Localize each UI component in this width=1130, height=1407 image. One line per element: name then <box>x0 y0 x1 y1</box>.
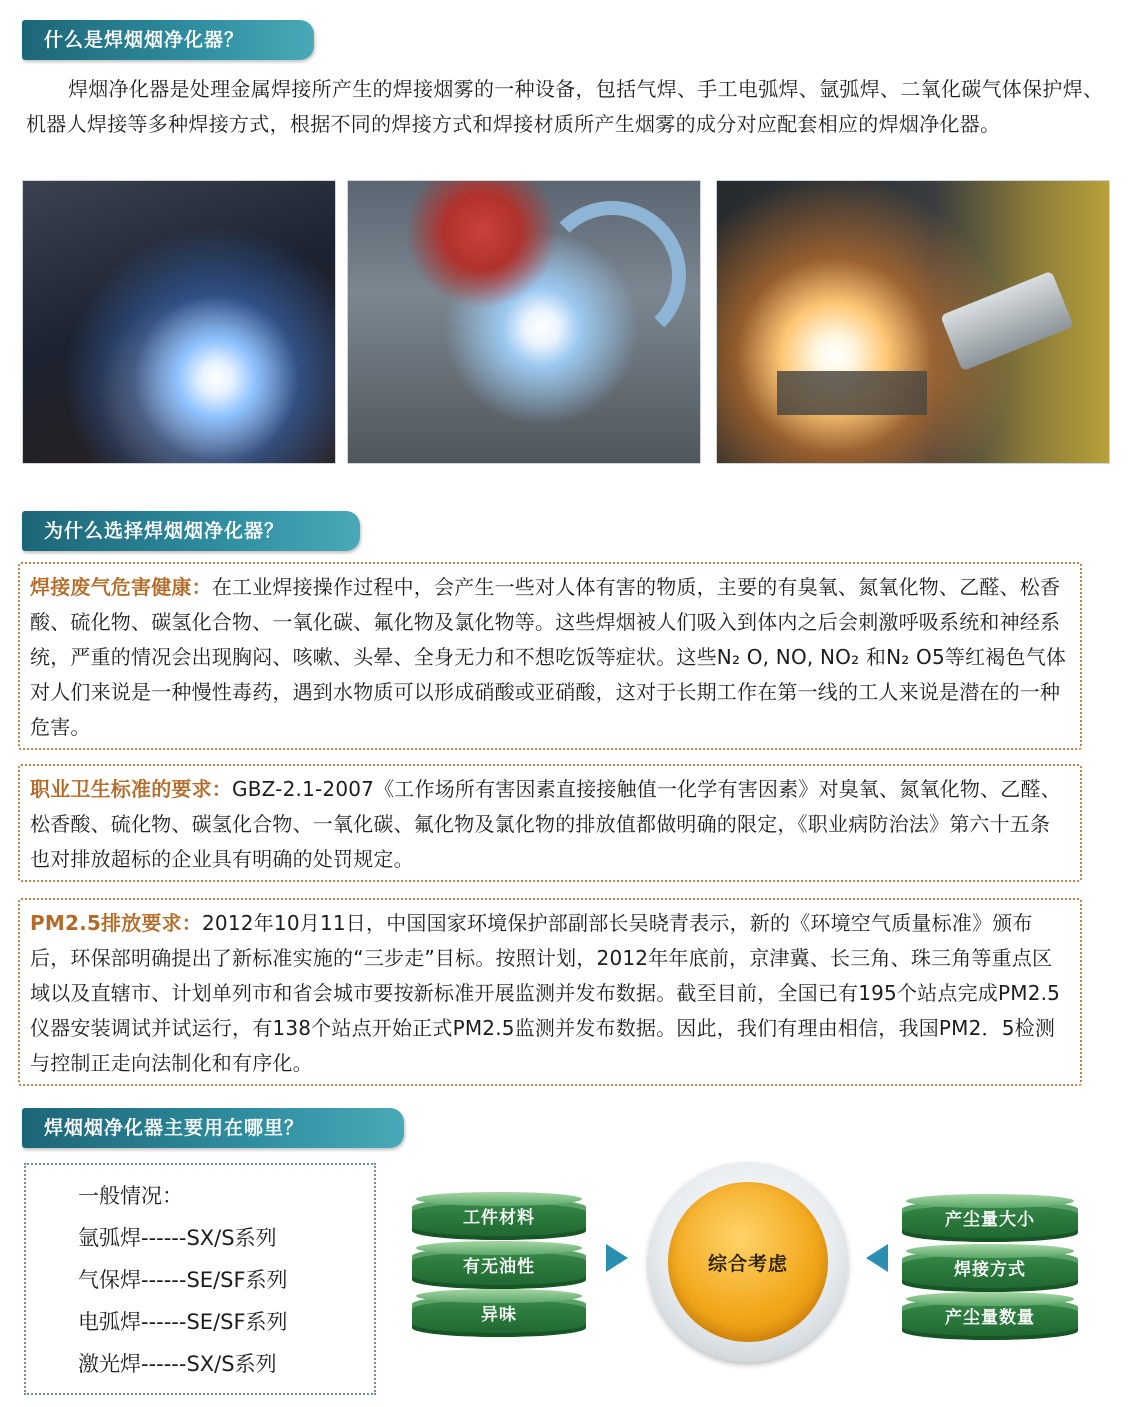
arrow-left-icon <box>866 1244 888 1272</box>
general-item: 氩弧焊------SX/S系列 <box>78 1226 277 1250</box>
info-block-text: 在工业焊接操作过程中，会产生一些对人体有害的物质，主要的有臭氧、氮氧化物、乙醛、松香酸、硫化物、碳氢化合物、一氧化碳、氟化物及氯化物等。这些焊烟被人们吸入到体内之后会刺激呼吸系统和神经系统，严重的情况会出现胸闷、咳嗽、头晕、全身无力和不想吃饭等症状。这些N₂ O, NO, NO₂ 和N₂ O5等红褐色气体对人们来说是一种慢性毒药，遇到水物质可以形成硝酸或亚硝酸，这对于长期工作在第一线的工人来说是潜在的一种危害。 <box>30 575 1067 739</box>
welding-photo-2 <box>347 180 701 464</box>
general-cases-box <box>24 1163 376 1395</box>
section-heading-what: 什么是焊烟烟净化器？ <box>22 20 314 60</box>
welding-photo-3 <box>716 180 1110 464</box>
info-block-label: PM2.5排放要求： <box>30 911 202 935</box>
factor-tier: 异味 <box>412 1295 586 1337</box>
section-heading-why: 为什么选择焊烟烟净化器？ <box>22 511 360 551</box>
factor-tier: 有无油性 <box>412 1247 586 1289</box>
center-label: 综合考虑 <box>668 1182 828 1342</box>
info-block-label: 焊接废气危害健康： <box>30 575 212 599</box>
arrow-right-icon <box>606 1244 628 1272</box>
section-heading-where: 焊烟烟净化器主要用在哪里？ <box>22 1108 404 1148</box>
info-block-standards <box>18 764 1082 882</box>
info-block-label: 职业卫生标准的要求： <box>30 777 232 801</box>
general-item: 激光焊------SX/S系列 <box>78 1352 277 1376</box>
info-block-text: GBZ-2.1-2007《工作场所有害因素直接接触值一化学有害因素》对臭氧、氮氧化物、乙醛、松香酸、硫化物、碳氢化合物、一氧化碳、氟化物及氯化物的排放值都做明确的限定，《职业病防治法》第六十五条也对排放超标的企业具有明确的处罚规定。 <box>30 777 1061 871</box>
info-block-health <box>18 562 1082 750</box>
intro-paragraph: 焊烟净化器是处理金属焊接所产生的焊接烟雾的一种设备，包括气焊、手工电弧焊、氩弧焊、二氧化碳气体保护焊、机器人焊接等多种焊接方式，根据不同的焊接方式和焊接材质所产生烟雾的成分对应配套相应的焊烟净化器。 <box>26 77 1104 136</box>
general-item: 气保焊------SE/SF系列 <box>78 1268 288 1292</box>
welding-photo-1 <box>22 180 336 464</box>
info-block-pm25 <box>18 898 1082 1086</box>
center-circle <box>648 1162 848 1362</box>
general-item: 电弧焊------SE/SF系列 <box>78 1310 288 1334</box>
info-block-text: 2012年10月11日，中国国家环境保护部副部长吴晓青表示，新的《环境空气质量标准》颁布后，环保部明确提出了新标准实施的“三步走”目标。按照计划，2012年年底前，京津冀、长三角、珠三角等重点区域以及直辖市、计划单列市和省会城市要按新标准开展监测并发布数据。截至目前，全国已有195个站点完成PM2.5仪器安装调试并试运行，有138个站点开始正式PM2.5监测并发布数据。因此，我们有理由相信，我国PM2．5检测与控制正走向法制化和有序化。 <box>30 911 1061 1075</box>
factor-tier: 焊接方式 <box>902 1250 1078 1292</box>
factor-tier: 工件材料 <box>412 1198 586 1240</box>
general-title: 一般情况： <box>78 1184 183 1208</box>
factor-tier: 产尘量大小 <box>902 1200 1078 1242</box>
factor-tier: 产尘量数量 <box>902 1298 1078 1340</box>
